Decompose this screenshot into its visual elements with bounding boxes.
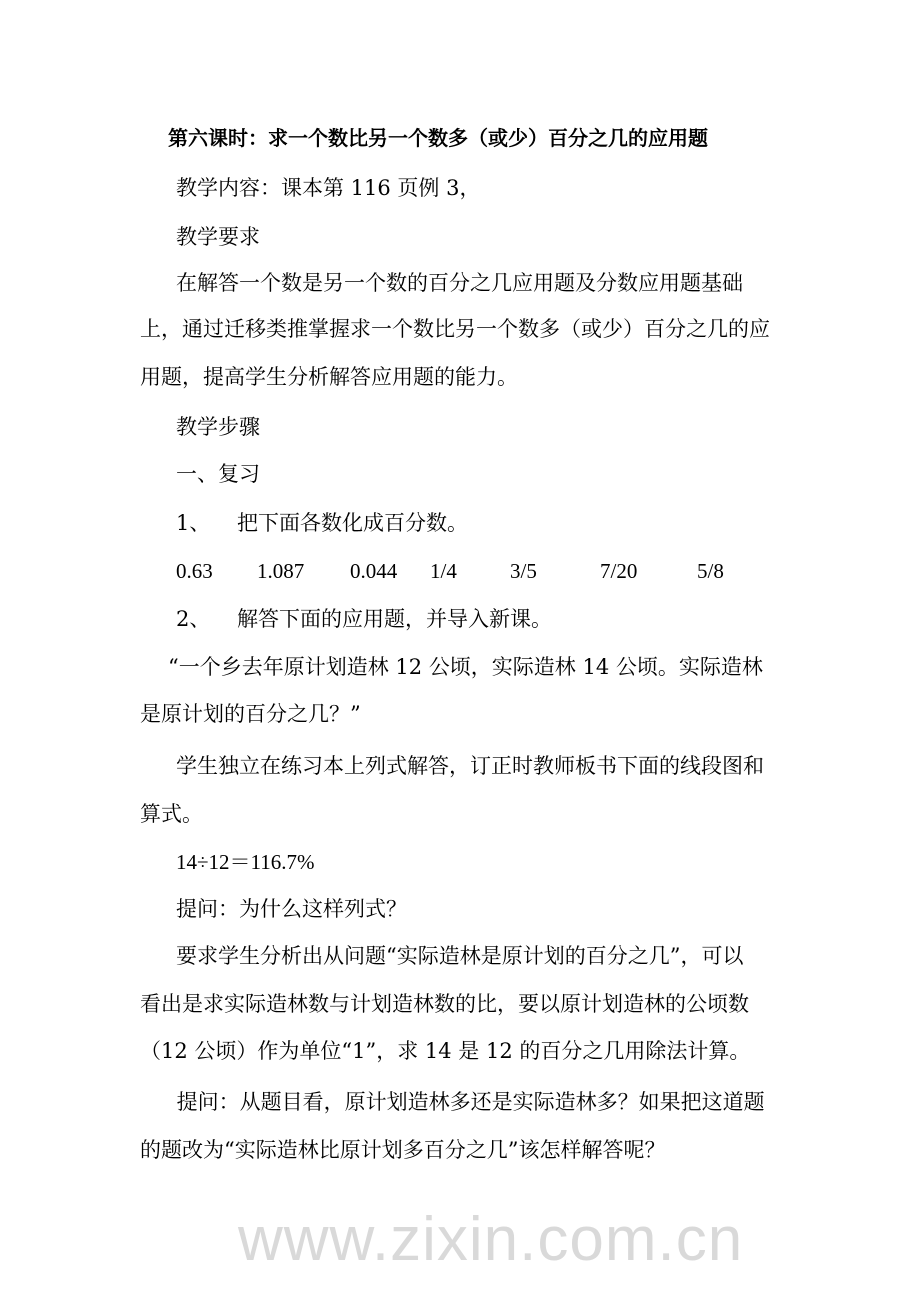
- lesson-title: 第六课时：求一个数比另一个数多（或少）百分之几的应用题: [168, 126, 708, 150]
- number: 1/4: [430, 559, 457, 583]
- section-review: 一、复习: [176, 462, 260, 486]
- number: 7/20: [600, 559, 638, 583]
- question-2-line: 提问：从题目看，原计划造林多还是实际造林多？如果把这道题: [170, 1090, 765, 1114]
- problem-line: 是原计划的百分之几？”: [140, 702, 361, 726]
- item-2: 2、 解答下面的应用题，并导入新课。: [176, 607, 553, 631]
- teaching-content: 教学内容：课本第 116 页例 3，: [176, 176, 481, 200]
- student-line: 学生独立在练习本上列式解答，订正时教师板书下面的线段图和: [176, 754, 764, 778]
- question-1: 提问：为什么这样列式？: [176, 897, 407, 921]
- formula: 14÷12＝116.7%: [176, 850, 315, 874]
- analysis-line: 要求学生分析出从问题“实际造林是原计划的百分之几”，可以: [176, 944, 744, 968]
- requirements-line: 用题，提高学生分析解答应用题的能力。: [140, 365, 518, 389]
- steps-heading: 教学步骤: [176, 415, 260, 439]
- question-2-line: 的题改为“实际造林比原计划多百分之几”该怎样解答呢？: [140, 1138, 666, 1162]
- problem-line: “一个乡去年原计划造林 12 公顷，实际造林 14 公顷。实际造林: [168, 655, 763, 679]
- number: 1.087: [257, 559, 305, 583]
- number: 0.63: [176, 559, 213, 583]
- analysis-line: 看出是求实际造林数与计划造林数的比，要以原计划造林的公顷数: [140, 992, 749, 1016]
- number: 3/5: [510, 559, 537, 583]
- analysis-line: （12 公顷）作为单位“1”，求 14 是 12 的百分之几用除法计算。: [140, 1039, 751, 1063]
- requirements-line: 在解答一个数是另一个数的百分之几应用题及分数应用题基础: [176, 271, 743, 295]
- number: 0.044: [350, 559, 398, 583]
- item-1: 1、 把下面各数化成百分数。: [176, 511, 469, 535]
- watermark: www.zixin.com.cn: [238, 1205, 744, 1274]
- requirements-line: 上，通过迁移类推掌握求一个数比另一个数多（或少）百分之几的应: [140, 317, 770, 341]
- student-line: 算式。: [140, 802, 203, 826]
- number: 5/8: [697, 559, 724, 583]
- requirements-heading: 教学要求: [176, 225, 260, 249]
